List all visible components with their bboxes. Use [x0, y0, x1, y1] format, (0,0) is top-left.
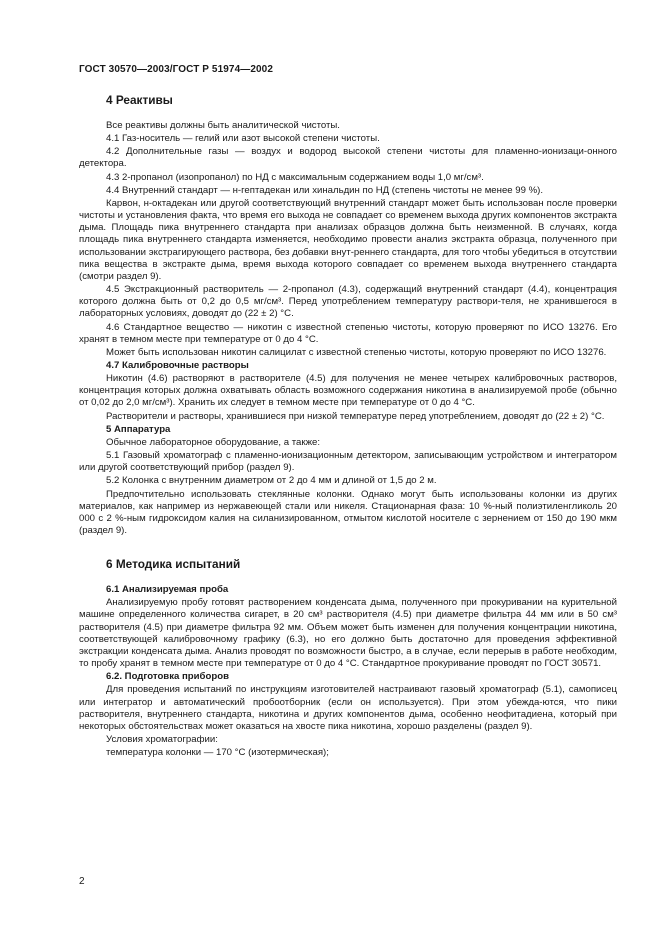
document-header: ГОСТ 30570—2003/ГОСТ Р 51974—2002: [79, 64, 273, 75]
paragraph-4-5: 4.5 Экстракционный растворитель — 2-пропанол (4.3), содержащий внутренний стандарт (4.4), концентрация которого должна быть от 0,2 до 0,5 мг/см³. Перед употреблением температуру раствори-теля, не хранившегося в лабораторных условиях, доводят до (22 ± 2) °С.: [79, 284, 617, 320]
subsection-4-7-title: 4.7 Калибровочные растворы: [106, 359, 249, 371]
paragraph-columns: Предпочтительно использовать стеклянные колонки. Однако могут быть использованы колонки из других материалов, как например из нержавеющей стали или никеля. Стационарная фаза: 10 %-ный полиэтиленгликоль 20 000 с 2 %-ным гидроксидом калия на силанизированном, отмытом кислотой носителе с зернением от 150 до 190 мкм (раздел 9).: [79, 488, 617, 536]
paragraph-4-6: 4.6 Стандартное вещество — никотин с известной степенью чистоты, которую проверяют по ИСО 13276. Его хранят в темном месте при температуре от 0 до 4 °С.: [79, 321, 617, 345]
paragraph-5-1: 5.1 Газовый хроматограф с пламенно-ионизационным детектором, записывающим устройством и интегратором или другой соответствующий прибор (раздел 9).: [79, 450, 617, 474]
section-5-title: 5 Аппаратура: [106, 423, 171, 435]
paragraph-internal-standard: Карвон, н-октадекан или другой соответствующий внутренний стандарт может быть использован после проверки чистоты и установления факта, что время его выхода не совпадает со временем выхода других компонентов экстракта дыма. Площадь пика внутреннего стандарта при анализах образцов должна быть неизменной. В случаях, когда площадь пика внутреннего стандарта изменяется, необходимо провести анализ экстракта образца, полученного при использовании экстрагирующего раствора, без добавки внут-реннего стандарта, для того чтобы убедиться в отсутствии пика вещества в экстракте дыма, время выхода которого совпадает со временем выхода внутреннего стандарта (смотри раздел 9).: [79, 197, 617, 282]
paragraph-calibration: Никотин (4.6) растворяют в растворителе (4.5) для получения не менее четырех калибровочных растворов, концентрация которых должна охватывать область возможного содержания никотина в анализируемой пробе (обычно от 0,02 до 2,0 мг/см³). Хранить их следует в темном месте при температуре от 0 до 4 °С.: [79, 373, 617, 409]
page-content: [79, 93, 617, 760]
paragraph-chromatography-conditions: Условия хроматографии:: [106, 734, 218, 746]
paragraph-reagents-intro: Все реактивы должны быть аналитической чистоты.: [106, 120, 340, 131]
paragraph-equipment-intro: Обычное лабораторное оборудование, а также:: [106, 436, 320, 448]
page-number: 2: [79, 876, 85, 887]
paragraph-4-1: 4.1 Газ-носитель — гелий или азот высокой степени чистоты.: [106, 133, 380, 145]
paragraph-4-2: 4.2 Дополнительные газы — воздух и водород высокой степени чистоты для пламенно-ионизаци-онного детектора.: [79, 146, 617, 170]
paragraph-4-4: 4.4 Внутренний стандарт — н-гептадекан или хинальдин по НД (степень чистоты не менее 99 %).: [106, 184, 544, 196]
paragraph-solvents-temperature: Растворители и растворы, хранившиеся при низкой температуре перед употреблением, доводят до (22 ± 2) °С.: [106, 410, 605, 422]
subsection-6-2-title: 6.2. Подготовка приборов: [106, 671, 229, 683]
paragraph-instrument-setup: Для проведения испытаний по инструкциям изготовителей настраивают газовый хроматограф (5.1), самописец или интегратор и автоматический пробоотборник (если он используется). При этом убежда-ются, что пики растворителя, внутреннего стандарта, никотина и других компонентов дыма, особенно неофитадиена, который при некоторых обстоятельствах может оказаться на хвосте пика никотина, хорошо разделены (раздел 9).: [79, 684, 617, 732]
paragraph-4-3: 4.3 2-пропанол (изопропанол) по НД с максимальным содержанием воды 1,0 мг/см³.: [106, 171, 484, 183]
subsection-6-1-title: 6.1 Анализируемая проба: [106, 584, 229, 596]
paragraph-column-temperature: температура колонки — 170 °С (изотермическая);: [106, 747, 329, 759]
section-6-title: 6 Методика испытаний: [106, 557, 241, 572]
paragraph-5-2: 5.2 Колонка с внутренним диаметром от 2 до 4 мм и длиной от 1,5 до 2 м.: [106, 475, 437, 487]
section-4-title: 4 Реактивы: [106, 93, 173, 107]
paragraph-sample-prep: Анализируемую пробу готовят растворением конденсата дыма, полученного при прокуривании на курительной машине определенного количества сигарет, в 20 см³ растворителя (4.5) при диаметре фильтра 44 мм или в 50 см³ растворителя (4.5) при диаметре фильтра 92 мм. Объем может быть изменен для получения концентрации никотина, соответствующей калибровочному графику (6.3), но его должно быть достаточно для проведения эффективной экстракции конденсата дыма. Анализ проводят по возможности быстро, а в случае, если перерыв в работе необходим, то пробу хранят в темном месте при температуре от 0 до 4 °С. Стандартное прокуривание проводят по ГОСТ 30571.: [79, 597, 617, 670]
paragraph-nicotine-salicylate: Может быть использован никотин салицилат с известной степенью чистоты, которую проверяют по ИСО 13276.: [106, 346, 607, 358]
